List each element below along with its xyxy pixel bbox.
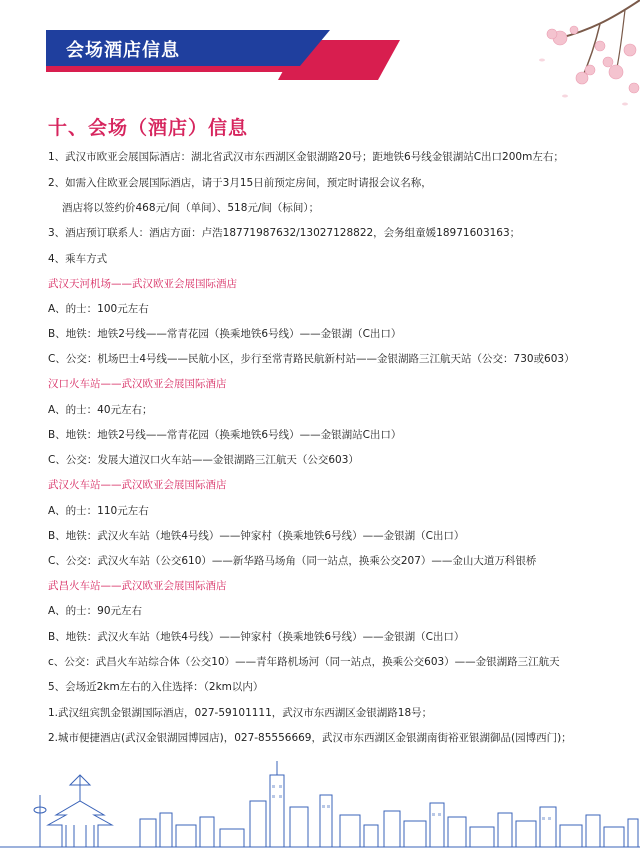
info-line: C、公交：机场巴士4号线——民航小区，步行至常青路民航新村站——金银湖路三江航天站（公交：730或603）: [48, 353, 575, 365]
info-line: A、的士：90元左右: [48, 605, 143, 617]
info-line: A、的士：110元左右: [48, 505, 149, 517]
info-line: A、的士：40元左右；: [48, 404, 153, 416]
route-heading: 武汉天河机场——武汉欧亚会展国际酒店: [48, 278, 237, 290]
route-heading: 武汉火车站——武汉欧亚会展国际酒店: [48, 479, 227, 491]
info-line: 3、酒店预订联系人：酒店方面：卢浩18771987632/13027128822，会务组童媛18971603163；: [48, 227, 521, 239]
info-line: B、地铁：武汉火车站（地铁4号线）——钟家村（换乘地铁6号线）——金银湖（C出口）: [48, 631, 465, 643]
banner-shape: [0, 30, 400, 80]
info-line: 2.城市便捷酒店(武汉金银湖园博园店)，027-85556669，武汉市东西湖区金银湖南街裕亚银湖御品(园博西门)；: [48, 732, 572, 744]
info-line: 酒店将以签约价468元/间（单间）、518元/间（标间）；: [62, 202, 320, 214]
info-line: 1、武汉市欧亚会展国际酒店：湖北省武汉市东西湖区金银湖路20号；距地铁6号线金银湖站C出口200m左右；: [48, 151, 564, 163]
city-skyline-decoration: [0, 755, 640, 851]
info-line: C、公交：发展大道汉口火车站——金银湖路三江航天（公交603）: [48, 454, 359, 466]
info-line: B、地铁：地铁2号线——常青花园（换乘地铁6号线）——金银湖站C出口）: [48, 429, 402, 441]
section-title: 十、会场（酒店）信息: [48, 117, 249, 139]
route-heading: 武昌火车站——武汉欧亚会展国际酒店: [48, 580, 227, 592]
info-line: 1.武汉纽宾凯金银湖国际酒店，027-59101111，武汉市东西湖区金银湖路18号；: [48, 707, 433, 719]
info-line: 4、乘车方式: [48, 253, 108, 265]
cherry-blossom-decoration: [490, 0, 640, 110]
info-line: 5、会场近2km左右的入住选择：（2km以内）: [48, 681, 264, 693]
info-line: c、公交：武昌火车站综合体（公交10）——青年路机场河（同一站点，换乘公交603）——金银湖路三江航天: [48, 656, 560, 668]
banner-title: 会场酒店信息: [66, 40, 180, 61]
info-line: B、地铁：地铁2号线——常青花园（换乘地铁6号线）——金银湖（C出口）: [48, 328, 402, 340]
info-line: 2、如需入住欧亚会展国际酒店，请于3月15日前预定房间，预定时请报会议名称，: [48, 177, 432, 189]
info-line: C、公交：武汉火车站（公交610）——新华路马场角（同一站点，换乘公交207）——金山大道万科银桥: [48, 555, 537, 567]
info-line: A、的士：100元左右: [48, 303, 149, 315]
route-heading: 汉口火车站——武汉欧亚会展国际酒店: [48, 378, 227, 390]
info-line: B、地铁：武汉火车站（地铁4号线）——钟家村（换乘地铁6号线）——金银湖（C出口）: [48, 530, 465, 542]
header-banner: [0, 30, 400, 80]
